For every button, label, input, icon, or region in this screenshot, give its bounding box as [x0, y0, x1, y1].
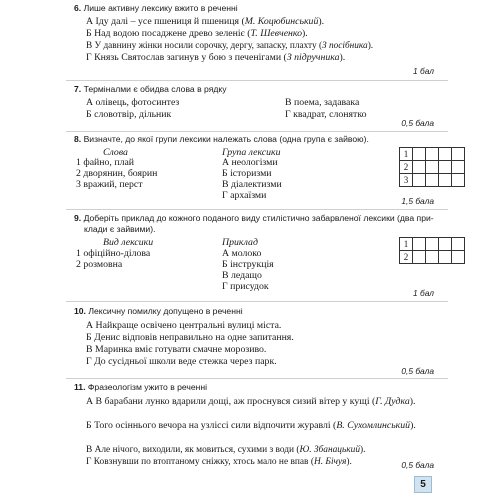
- left-item: 2 розмовна: [76, 259, 123, 270]
- row-label: 2: [400, 161, 413, 174]
- option-c: В У давнину жінки носили сорочку, дергу, запаску, плахту (З посібника).: [86, 41, 374, 51]
- answer-cell[interactable]: [452, 251, 465, 264]
- right-item: Г присудок: [222, 281, 269, 292]
- question-number: 10.: [74, 306, 86, 316]
- right-item: Б інструкція: [222, 259, 274, 270]
- right-item: А молоко: [222, 248, 262, 259]
- answer-grid: [399, 147, 465, 187]
- option-a: А олівець, фотосинтез: [86, 97, 180, 108]
- answer-cell[interactable]: [452, 238, 465, 251]
- answer-cell[interactable]: [413, 238, 426, 251]
- option-d: Г квадрат, слонятко: [285, 109, 367, 120]
- answer-cell[interactable]: [439, 238, 452, 251]
- column-title-example: Приклад: [222, 237, 258, 248]
- page-number: 5: [414, 476, 432, 493]
- right-item: А неологізми: [222, 157, 278, 168]
- score-label: 1,5 бала: [401, 196, 434, 206]
- question-number: 8.: [74, 134, 82, 144]
- divider: [66, 301, 448, 302]
- question-number: 6.: [74, 3, 82, 13]
- score-label: 0,5 бала: [401, 460, 434, 470]
- option-b: Б Того осіннього вечора на узліссі сили відпочити журавлі (В. Сухомлинський).: [86, 420, 416, 431]
- divider: [66, 80, 448, 81]
- answer-cell[interactable]: [426, 174, 439, 187]
- row-label: 3: [400, 174, 413, 187]
- column-title-words: Слова: [103, 147, 128, 158]
- question-number: 7.: [74, 84, 82, 94]
- question-6-prompt: 6. Лише активну лексику вжито в реченні: [74, 3, 238, 13]
- answer-cell[interactable]: [426, 251, 439, 264]
- score-label: 1 бал: [413, 66, 434, 76]
- option-d: Г Ковзнувши по втоптаному сніжку, хтось мало не впав (Н. Бічуя).: [86, 457, 352, 467]
- question-number: 11.: [74, 382, 86, 392]
- question-10-prompt: 10. Лексичну помилку допущено в реченні: [74, 306, 243, 316]
- option-b: Б Над водою посаджене древо зеленіє (Т. Шевченко).: [86, 28, 308, 39]
- left-item: 3 вражий, перст: [76, 179, 143, 190]
- option-d: Г Князь Святослав загинув у бою з печенігами (З підручника).: [86, 52, 346, 63]
- left-item: 1 файно, плай: [76, 157, 135, 168]
- question-8-prompt: 8. Визначте, до якої групи лексики належать слова (одна група є зайвою).: [74, 134, 369, 144]
- row-label: 2: [400, 251, 413, 264]
- question-number: 9.: [74, 213, 82, 223]
- option-d: Г До сусідньої школи веде стежка через парк.: [86, 356, 277, 367]
- answer-cell[interactable]: [426, 161, 439, 174]
- answer-cell[interactable]: [426, 238, 439, 251]
- left-item: 1 офіційно-ділова: [76, 248, 151, 259]
- answer-cell[interactable]: [439, 148, 452, 161]
- divider: [66, 209, 448, 210]
- right-item: В ледащо: [222, 270, 262, 281]
- right-item: Г архаїзми: [222, 190, 267, 201]
- answer-cell[interactable]: [439, 161, 452, 174]
- option-b: Б словотвір, дільник: [86, 109, 172, 120]
- question-11-prompt: 11. Фразеологізм ужито в реченні: [74, 382, 208, 392]
- answer-cell[interactable]: [413, 251, 426, 264]
- answer-cell[interactable]: [413, 148, 426, 161]
- answer-cell[interactable]: [452, 174, 465, 187]
- answer-cell[interactable]: [413, 174, 426, 187]
- option-a: А В барабани лунко вдарили дощі, аж проснувся сизий вітер у кущі (Г. Дудка).: [86, 396, 416, 407]
- answer-cell[interactable]: [426, 148, 439, 161]
- divider: [66, 378, 448, 379]
- option-c: В Маринка вміє готувати смачне морозиво.: [86, 344, 267, 355]
- right-item: В діалектизми: [222, 179, 282, 190]
- question-9-prompt: 9. Доберіть приклад до кожного поданого виду стилістично забарвленої лексики (два при- клади є зайвими).: [74, 213, 434, 234]
- left-item: 2 дворянин, боярин: [76, 168, 158, 179]
- option-a: А Найкраще освічено центральні вулиці міста.: [86, 320, 282, 331]
- divider: [66, 131, 448, 132]
- option-c: В Але нічого, виходили, як мовиться, сухими з води (Ю. Збанацький).: [86, 445, 366, 455]
- option-a: А Іду далі – усе пшениця й пшениця (М. Коцюбинський).: [86, 16, 325, 27]
- column-title-group: Група лексики: [222, 147, 281, 158]
- answer-cell[interactable]: [413, 161, 426, 174]
- right-item: Б історизми: [222, 168, 272, 179]
- answer-cell[interactable]: [439, 251, 452, 264]
- option-b: Б Денис відповів неправильно на одне запитання.: [86, 332, 294, 343]
- question-7-prompt: 7. Терміналми є обидва слова в рядку: [74, 84, 227, 94]
- answer-cell[interactable]: [452, 148, 465, 161]
- answer-cell[interactable]: [439, 174, 452, 187]
- row-label: 1: [400, 238, 413, 251]
- score-label: 0,5 бала: [401, 118, 434, 128]
- option-c: В поема, задавака: [285, 97, 360, 108]
- column-title-kind: Вид лексики: [103, 237, 154, 248]
- answer-cell[interactable]: [452, 161, 465, 174]
- score-label: 0,5 бала: [401, 366, 434, 376]
- row-label: 1: [400, 148, 413, 161]
- answer-grid: [399, 237, 465, 264]
- score-label: 1 бал: [413, 288, 434, 298]
